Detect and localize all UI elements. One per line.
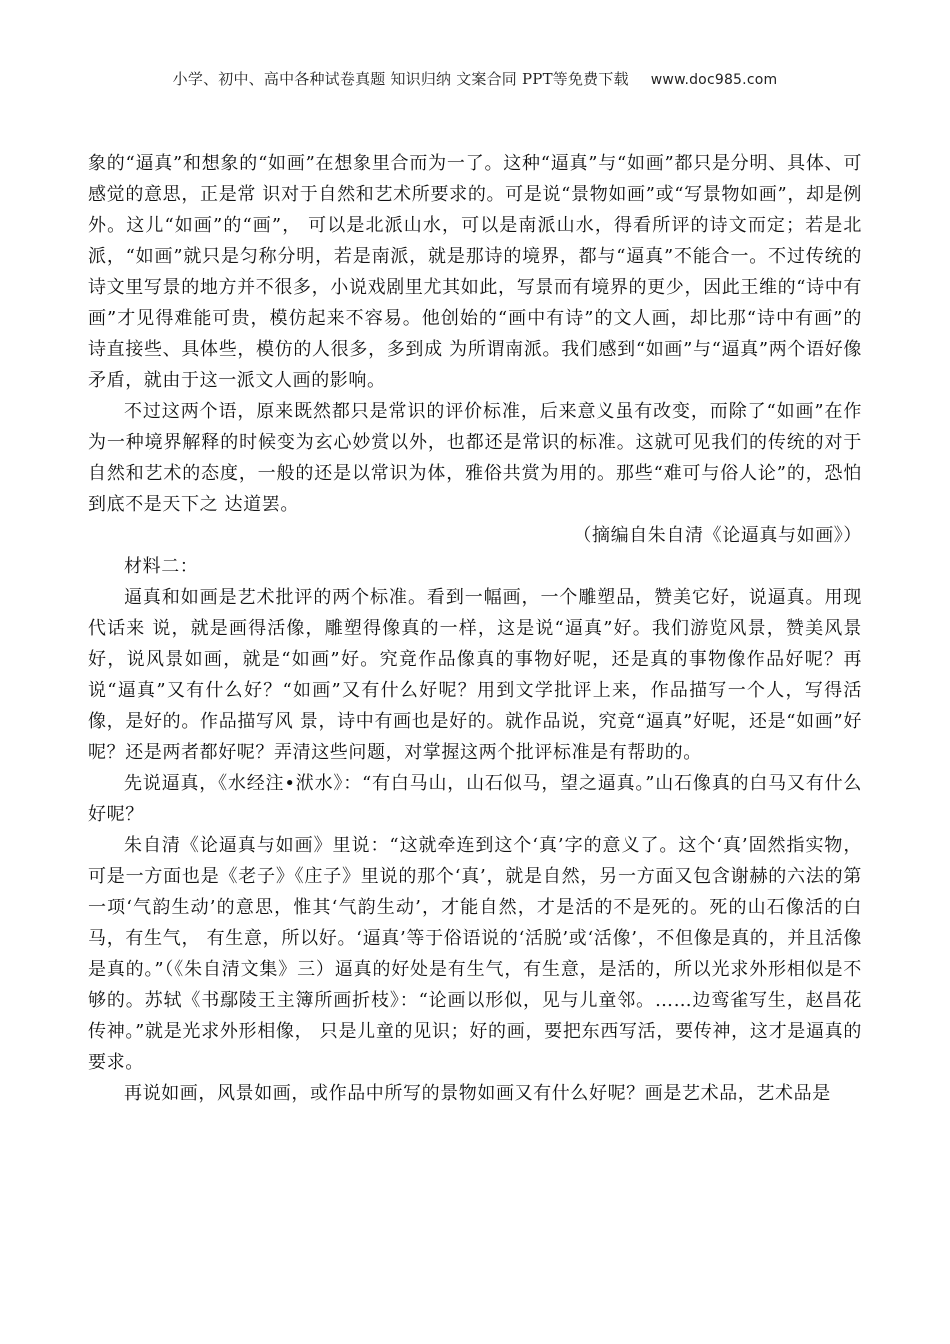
page-header <box>0 66 950 93</box>
paragraph: 先说逼真，《水经注•洑水》：“有白马山，山石似马，望之逼真。”山石像真的白马又有什么好呢？ <box>88 773 862 825</box>
header-text: 小学、初中、高中各种试卷真题 知识归纳 文案合同 PPT等免费下载 <box>172 70 629 88</box>
source-citation: （摘编自朱自清《论逼真与如画》） <box>573 525 862 546</box>
paragraph: 不过这两个语，原来既然都只是常识的评价标准，后来意义虽有改变，而除了“如画”在作为一种境界解释的时候变为玄心妙赏以外，也都还是常识的标准。这就可见我们的传统的对于自然和艺术的态度，一般的还是以常识为体，雅俗共赏为用的。那些“难可与俗人论”的，恐怕到底不是天下之 达道罢。 <box>88 401 862 515</box>
paragraph: 朱自清《论逼真与如画》里说：“这就牵连到这个‘真’字的意义了。这个‘真’固然指实物，可是一方面也是《老子》《庄子》里说的那个‘真’，就是自然，另一方面又包含谢赫的六法的第一项‘气韵生动’的意思，惟其‘气韵生动’，才能自然，才是活的不是死的。死的山石像活的白马，有生气， 有生意，所以好。‘逼真’等于俗语说的‘活脱’或‘活像’，不但像是真的，并且活像是真的。”（《朱自清文集》三）逼真的好处是有生气，有生意，是活的，所以光求外形相似是不够的。苏轼《书鄢陵王主簿所画折枝》：“论画以形似，见与儿童邻。……边鸾雀写生，赵昌花传神。”就是光求外形相像， 只是儿童的见识；好的画，要把东西写活，要传神，这才是逼真的要求。 <box>88 835 862 1073</box>
paragraph: 逼真和如画是艺术批评的两个标准。看到一幅画，一个雕塑品，赞美它好，说逼真。用现代话来 说，就是画得活像，雕塑得像真的一样，这是说“逼真”好。我们游览风景，赞美风景好，说风景如画，就是“如画”好。究竟作品像真的事物好呢，还是真的事物像作品好呢？再说“逼真”又有什么好？“如画”又有什么好呢？用到文学批评上来，作品描写一个人，写得活像，是好的。作品描写风 景，诗中有画也是好的。就作品说，究竟“逼真”好呢，还是“如画”好呢？还是两者都好呢？弄清这些问题，对掌握这两个批评标准是有帮助的。 <box>88 587 862 763</box>
paragraph-continued: 象的“逼真”和想象的“如画”在想象里合而为一了。这种“逼真”与“如画”都只是分明、具体、可感觉的意思，正是常 识对于自然和艺术所要求的。可是说“景物如画”或“写景物如画”，却是例外。这儿“如画”的“画”， 可以是北派山水，可以是南派山水，得看所评的诗文而定；若是北派，“如画”就只是匀称分明，若是南派，就是那诗的境界，都与“逼真”不能合一。不过传统的诗文里写景的地方并不很多，小说戏剧里尤其如此，写景而有境界的更少，因此王维的“诗中有画”才见得难能可贵，模仿起来不容易。他创始的“画中有诗”的文人画，却比那“诗中有画”的诗直接些、具体些，模仿的人很多，多到成 为所谓南派。我们感到“如画”与“逼真”两个语好像矛盾，就由于这一派文人画的影响。 <box>88 153 862 391</box>
paragraph: 再说如画，风景如画，或作品中所写的景物如画又有什么好呢？画是艺术品，艺术品是 <box>124 1083 831 1104</box>
document-body <box>88 148 862 1109</box>
header-site-link[interactable]: www.doc985.com <box>650 72 778 88</box>
section-label: 材料二： <box>124 556 199 577</box>
